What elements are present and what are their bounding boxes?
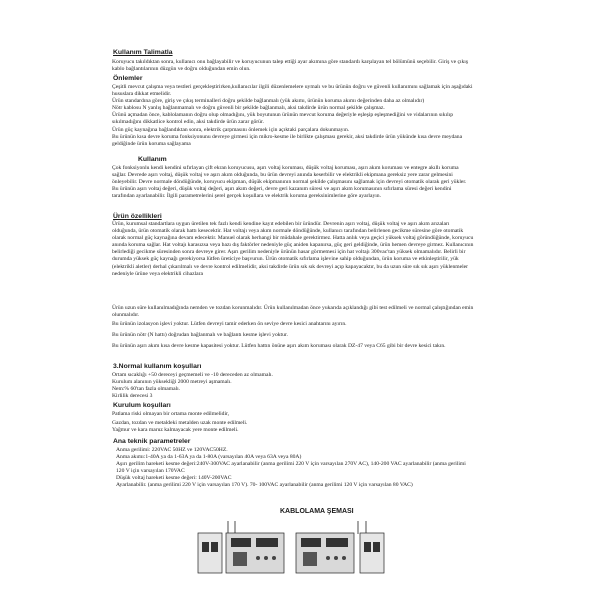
function-paragraph xyxy=(112,165,474,200)
precaution-item: Bu ürünün kısa devre koruma fonksiyonunu devreye girmesi için mikro-kesme ile birlikte çalışması gerekir, aksi takdirde ürün yükünde kısa devre meydana geldiğinde ürün koruma sağlayama xyxy=(112,133,463,147)
protector-switch xyxy=(233,552,247,566)
condition-item: Ortam sıcaklığı +50 dereceyi geçmemeli ve -10 dereceden az olmamalı. xyxy=(112,372,273,378)
features-paragraph xyxy=(112,221,474,278)
precaution-item: Çeşitli mevcut çalışma veya testleri gerçekleştirirken,kullanıcılar ilgili düzenlemelere uymalı ve bu ürünün doğru ve güvenli kullanımını sağlamak için aşağıdaki hususlara dikkat etmelidir. xyxy=(112,84,473,98)
param-item: Düşük voltaj hareketi kesme değeri: 140V-200VAC xyxy=(116,475,232,482)
precautions-list xyxy=(112,84,474,148)
param-item: Anma gerilimi: 220VAC 50HZ ve 120VAC50HZ. xyxy=(116,447,228,453)
function-text: Çok fonksiyonlu kendi kendini sıfırlayan çift ekran koruyucusu, aşırı voltaj koruması, düşük voltaj koruması, aşırı akım koruması ve entegre akıllı koruma sağlar. Devrede aşırı voltaj, düşük voltaj ve aşırı akım olduğunda, bu ürün devreyi anında keserbilir ve elektrikli ekipmana gereksiz yere zarar gelmesini önleyebilir. Devre normale döndüğünde, koruyucu ekipman, düşük ekipmanının normal şekilde çalışmasını sağlamak için devreyi otomatik olarak geri yükler. Bu ürünün aşırı voltaj değeri, düşük voltaj değeri, aşırı akım değeri, devre geri kazanım süresi ve aşırı akım korumasının sıfırlama süresi değeri kendini tarafından ayarlanabilir. İlgili parametrelerini şerel gerçek koşullara ve elektrik koruma gereksinimlerine göre ayarlayın. xyxy=(112,165,467,200)
params-list xyxy=(112,447,474,490)
breaker-toggle xyxy=(373,542,380,552)
install-item: Gazdan, tozdan ve metaldeki metalden uzak monte edilmeli. xyxy=(112,420,248,427)
param-item: Aşırı gerilim hareketi kesme değeri:240V-300VAC ayarlanabilir (anma gerilimi 220 V için varsayılan 270V AC), 140-200 VAC ayarlanabilir (anma gerilimi 120 V için varsayılan 170VAC xyxy=(116,461,466,475)
display-screen xyxy=(326,538,348,547)
install-item: Yağmur ve kara maruz kalmayacak yere monte edilmeli. xyxy=(112,427,239,434)
set-button-icon xyxy=(256,556,260,560)
breaker-module xyxy=(198,533,222,573)
breaker-toggle xyxy=(211,542,218,552)
breaker-toggle xyxy=(364,542,371,552)
precautions-heading: Önlemler xyxy=(113,75,143,82)
display-screen xyxy=(256,538,278,547)
breaker-module xyxy=(360,533,384,573)
wiring-heading: KABLOLAMA ŞEMASI xyxy=(280,508,354,515)
document-title: Kullanım Talimatla xyxy=(113,49,173,56)
note-item: Bu ürünün nötr (N hattı) doğrudan bağlanmalı ve bağlantı kesme işlevi yoktur. xyxy=(112,332,288,339)
param-item: Ayarlanabilir. (anma gerilimi 220 V için varsayılan 170 V). 70- 100VAC ayarlanabilir (anma gerilimi 120 V için varsayılan 80 VAC) xyxy=(116,482,413,489)
function-heading: Kullanım xyxy=(138,156,167,163)
wiring-diagram xyxy=(188,520,394,578)
up-button-icon xyxy=(264,556,268,560)
intro-paragraph xyxy=(112,59,474,73)
down-button-icon xyxy=(272,556,276,560)
conditions-heading: 3.Normal kullanım koşulları xyxy=(113,363,202,370)
up-button-icon xyxy=(334,556,338,560)
damage-note-text: Ürün uzun süre kullanılmadığında nemden ve tozdan korunmalıdır. Ürün kullanılmadan önce yukarıda açıklandığı gibi test edilmeli ve normal çalıştığından emin olunmalıdır. xyxy=(112,305,474,319)
damage-note-paragraph xyxy=(112,305,474,319)
precaution-item: Ürün standardına göre, giriş ve çıkış terminalleri doğru şekilde bağlanmalı (yük akımı, ürünün koruma akımı değerinden daha az olmalıdır) xyxy=(112,98,425,105)
display-screen xyxy=(301,538,321,547)
protector-switch xyxy=(303,552,317,566)
install-heading: Kurulum koşulları xyxy=(113,402,171,409)
features-heading: Ürün özellikleri xyxy=(113,213,162,220)
intro-text: Koruyucu takıldıktan sonra, kullanıcı onu bağlayabilir ve koruyucunun talep ettiği ayar akımına göre standardı karşılayan tel bölümünü seçebilir. Giriş ve çıkış kablo bağlantılarının düzgün ve doğru olduğundan emin olun. xyxy=(112,59,469,73)
install-item: Patlama riski olmayan bir ortama monte edilmelidir, xyxy=(112,411,230,417)
condition-item: Nem:% 60'tan fazla olmamalı. xyxy=(112,386,181,393)
conditions-list xyxy=(112,372,474,400)
note-item: Bu ürünün izolasyon işlevi yoktur. Lütfen devreyi tamir ederken ön seviye devre kesici anahtarını ayırın. xyxy=(112,321,347,327)
condition-item: Kurulum alanının yüksekliği 2000 metreyi aşmamalı. xyxy=(112,379,232,386)
features-text: Ürün, kurumsal standartlara uygun üretilen tek fazlı kendi kendine kayıt edebilen bir üründür. Devrenin aşırı voltaj, düşük voltaj ve aşırı akım arızaları olduğunda, ürün otomatik olarak hattı kesecektir. Hat voltajı veya akım normale döndüğünde, kullanıcı tarafından belirlenen gecikme süresine göre otomatik olarak normal güç kaynağına devam edecektir. Manuel olarak herhangi bir müdahale gerektirmez. Hatta anlık veya geçici yüksek voltaj göründüğünde, koruyucu anında koruma sağlar. Hat voltajı karasızsa veya bazı dış faktörler nedeniyle güç aniden kapanırsa, güç geri geldiğinde, ürün hemen devreye girmez. Kullanıcının belirlediği gecikme süresinden sonra devreye girer. Aşırı gerilim nedeniyle ürünün hasar görmemesi için hat voltajı 300vac'tan yüksek olmamalıdır. Belirli bir durumda yüksek güç kaynağı gerekiyorsa lütfen üreticiye başvurun. Ürün otomatik sıfırlama işlevine sahip olduğundan, ürün koruma ve etkinleştirilir, yük (elektrikli aletler) derhal çıkarılmalı ve devre kontrol edilmelidir, aksi takdirde ürün sık sık devreyi açıp kapayacaktır, bu da uzun süre sık sık aşırı yüklenmeler nedeniyle ürüne veya elektrikli cihazlara xyxy=(112,221,474,277)
down-button-icon xyxy=(342,556,346,560)
param-item: Anma akımı:1-40A ya da 1-63A ya da 1-80A (varsayılan 40A veya 63A veya 80A) xyxy=(116,454,302,461)
precaution-item: Nötr kablosu N yanlış bağlanmamalı ve doğru güvenli bir şekilde bağlanmalı, aksi takdirde ürün normal şekilde çalışmaz. xyxy=(112,105,385,112)
set-button-icon xyxy=(326,556,330,560)
install-list xyxy=(112,411,474,434)
display-screen xyxy=(231,538,251,547)
precaution-item: Ürün güç kaynağına bağlandıktan sonra, elektrik çarpmasını önlemek için açıktaki parçalara dokunmayın. xyxy=(112,126,350,133)
params-heading: Ana teknik parametreler xyxy=(113,438,191,445)
breaker-toggle xyxy=(202,542,209,552)
condition-item: Kirlilik derecesi 3 xyxy=(112,393,153,400)
precaution-item: Ürünü açmadan önce, kablolamanın doğru olup olmadığını, yük boyutunun ürünün mevcut koruma değeriyle eşleşip eşleşmediğini ve vidalarının sıkılıp sıkılmadığını dikkatlice kontrol edin, aksi takdirde ürün zarar görür. xyxy=(112,112,453,126)
notes-list xyxy=(112,321,474,350)
note-item: Bu ürünün aşırı akım kısa devre kesme kapasitesi yoktur. Lütfen hattın önüne aşırı akım koruması olarak DZ-47 veya C65 gibi bir devre kesici takın. xyxy=(112,343,446,350)
